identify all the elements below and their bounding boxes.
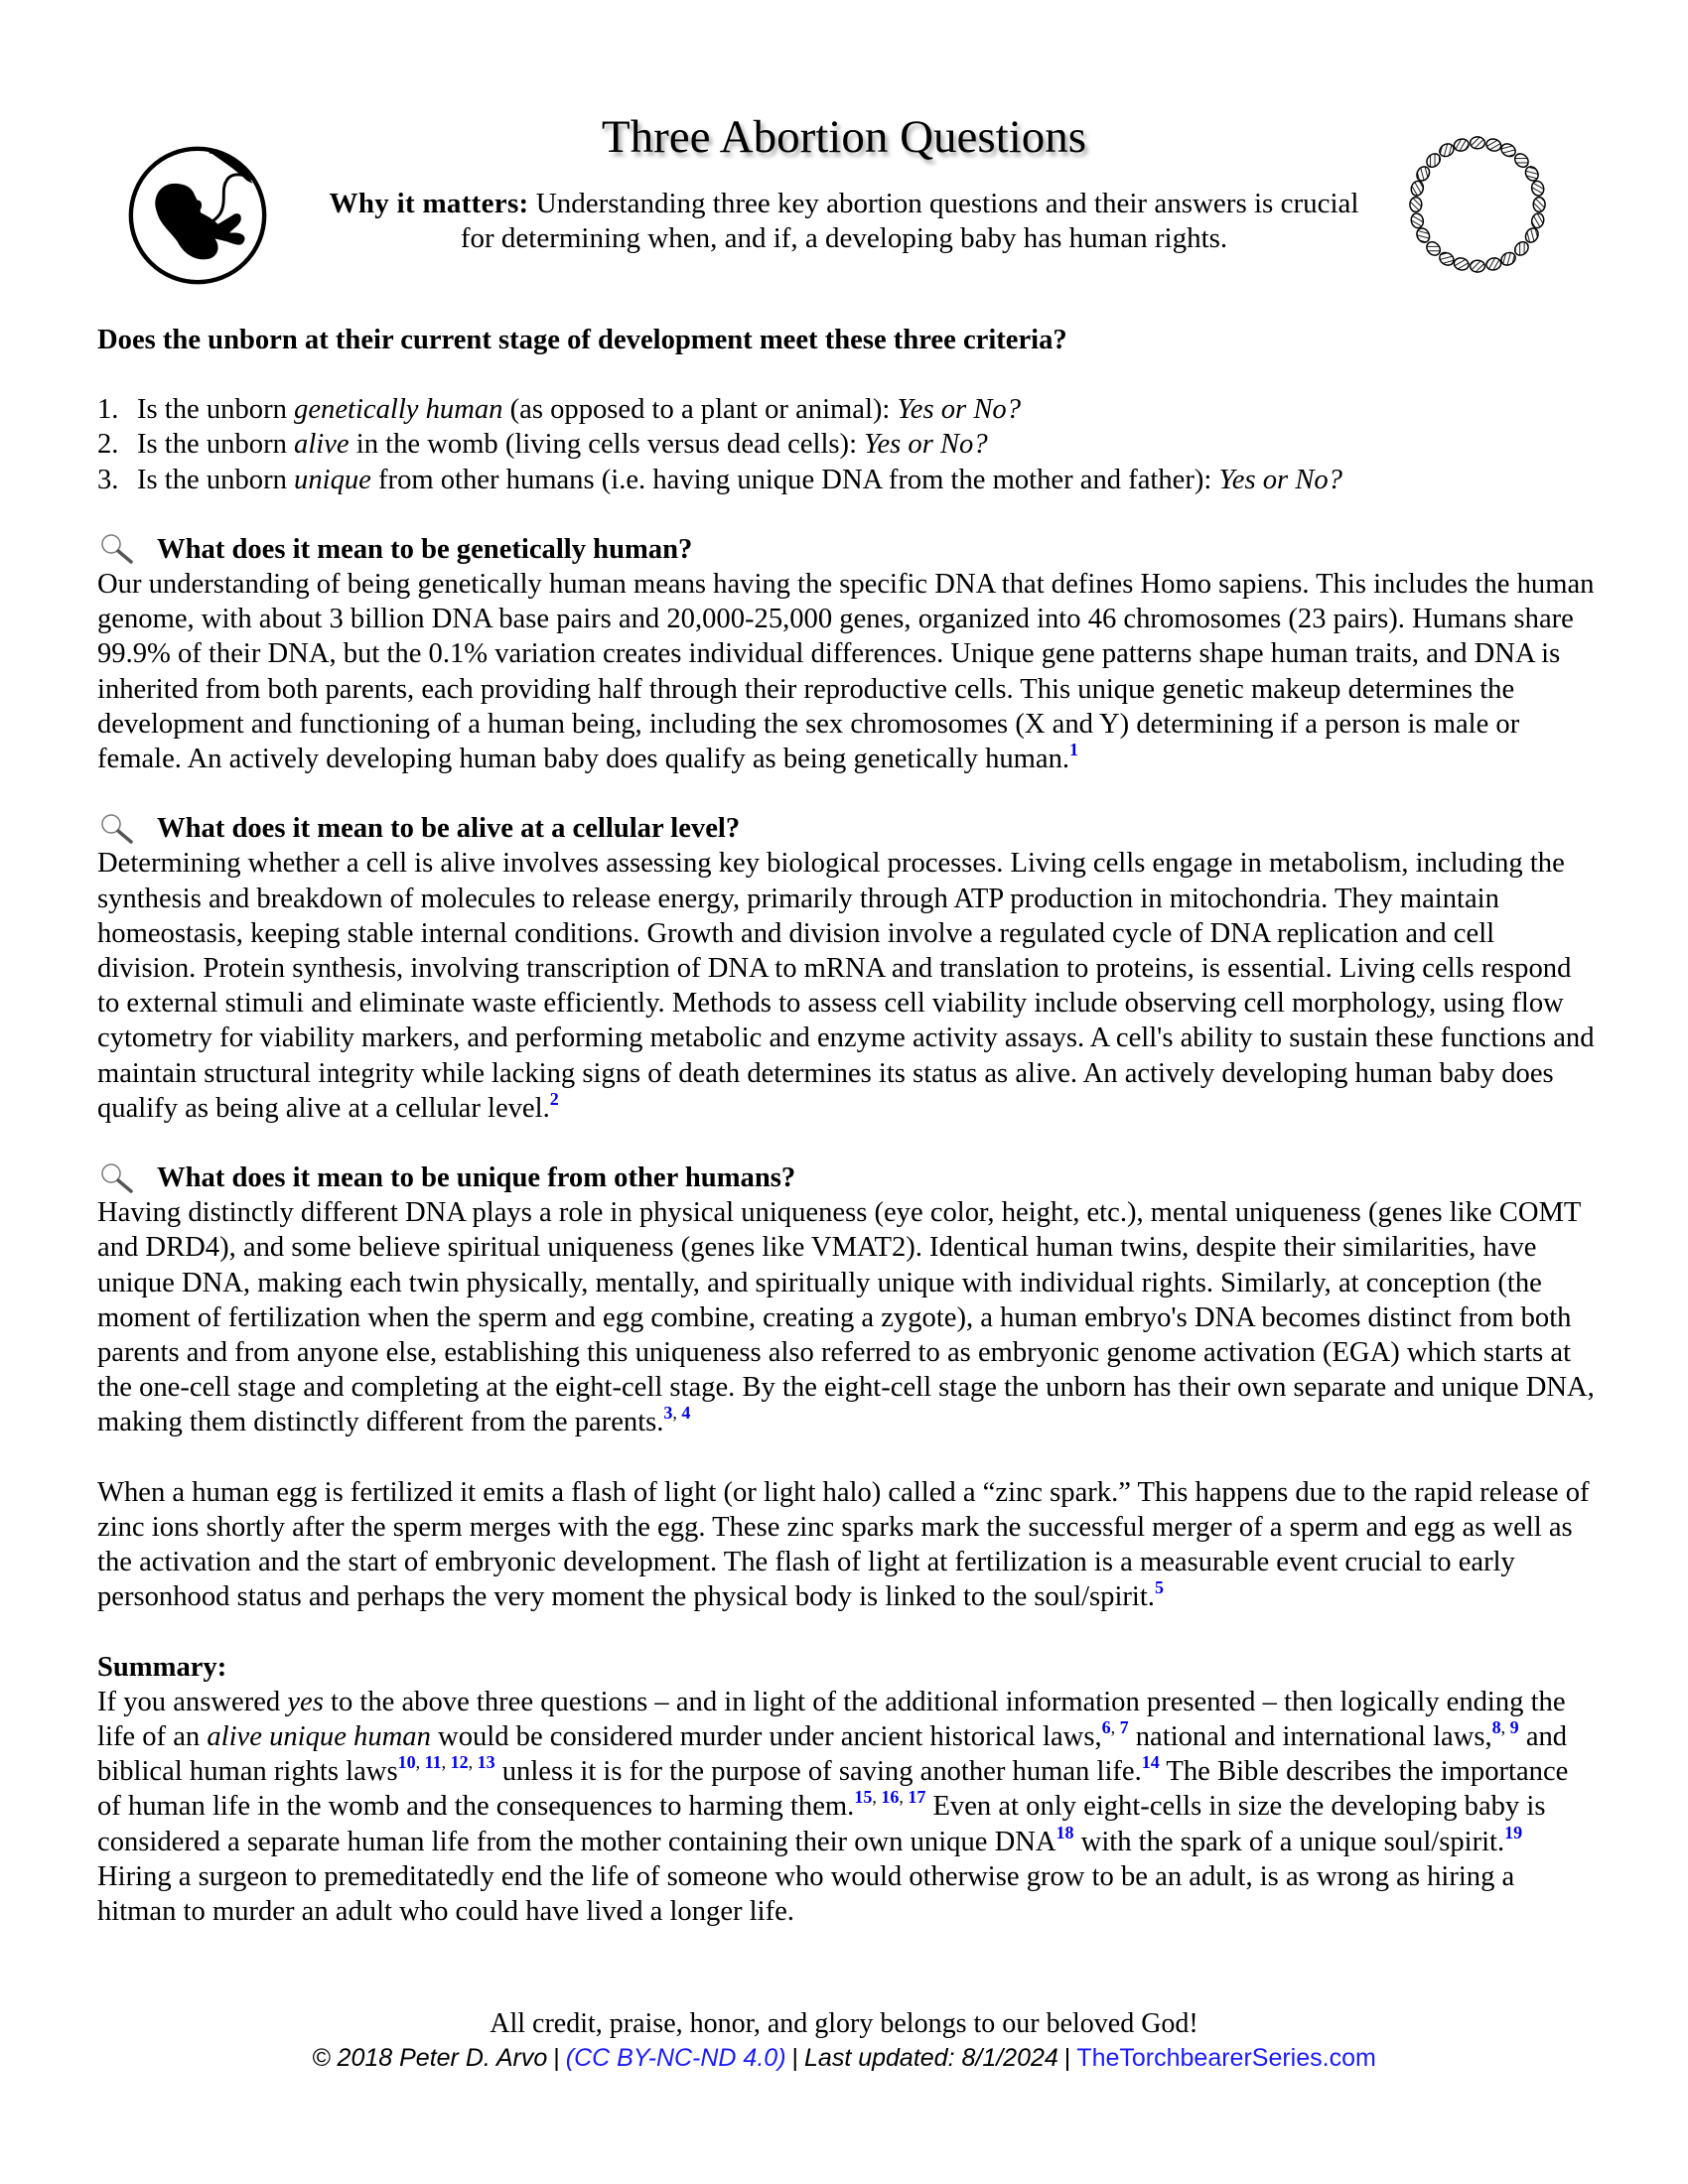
separator: | xyxy=(553,2044,560,2072)
criteria-list xyxy=(97,392,1595,497)
footnote-ref[interactable]: 6, 7 xyxy=(1101,1716,1129,1737)
footnote-ref[interactable] xyxy=(1056,1823,1074,1843)
zinc-spark-paragraph xyxy=(97,1475,1595,1615)
summary-emphasis: yes xyxy=(287,1686,324,1717)
criteria-text: Is the unborn xyxy=(137,394,295,426)
list-number: 2. xyxy=(97,429,119,461)
footnote-6[interactable]: 6 xyxy=(1101,1716,1111,1737)
footnote-ref[interactable] xyxy=(1155,1577,1164,1597)
list-number: 3. xyxy=(97,464,119,495)
criteria-text: Is the unborn xyxy=(137,464,295,495)
summary-text: If you answered xyxy=(97,1686,288,1717)
footnote-5[interactable]: 5 xyxy=(1154,1577,1164,1598)
summary-emphasis: alive unique human xyxy=(207,1720,431,1752)
footnote-ref[interactable]: 8, 9 xyxy=(1491,1716,1519,1737)
why-it-matters xyxy=(288,187,1400,256)
section-unique xyxy=(97,1160,1595,1440)
summary-body xyxy=(97,1685,1595,1929)
footnote-ref[interactable]: 15, 16, 17 xyxy=(854,1787,926,1808)
footnote-19[interactable]: 19 xyxy=(1504,1822,1523,1843)
copyright-line xyxy=(0,2041,1688,2075)
website-link[interactable]: TheTorchbearerSeries.com xyxy=(1076,2044,1376,2072)
criteria-text: from other humans (i.e. having unique DNA from the mother and father): xyxy=(370,464,1219,495)
footnote-8[interactable]: 8 xyxy=(1491,1716,1501,1737)
footnote-9[interactable]: 9 xyxy=(1509,1716,1519,1737)
criteria-item xyxy=(97,427,1595,462)
credit-line: All credit, praise, honor, and glory belongs to our beloved God! xyxy=(490,2008,1198,2039)
section-heading xyxy=(97,811,1595,846)
summary-text: national and international laws, xyxy=(1128,1720,1492,1752)
summary-text: would be considered murder under ancient historical laws, xyxy=(430,1720,1102,1752)
summary-heading: Summary: xyxy=(97,1651,227,1683)
footnote-ref[interactable]: 3, 4 xyxy=(663,1403,691,1424)
criteria-item xyxy=(97,463,1595,497)
footnote-13[interactable]: 13 xyxy=(477,1752,495,1773)
section-genetically-human xyxy=(97,532,1595,776)
zinc-spark-text: When a human egg is fertilized it emits a flash of light (or light halo) called a “zinc spark.” This happens due to the rapid release of zinc ions shortly after the sperm merges with the egg. These zinc sparks mark the successful merger of a sperm and egg as well as the activation and the start of embryonic development. The flash of light at fertilization is a measurable event crucial to early personhood status and perhaps the very moment the physical body is linked to the soul/spirit. xyxy=(97,1476,1590,1613)
footnote-ref[interactable] xyxy=(1504,1823,1522,1843)
list-number: 1. xyxy=(97,394,119,426)
footnote-11[interactable]: 11 xyxy=(424,1752,442,1773)
why-text-line-2: for determining when, and if, a developing baby has human rights. xyxy=(460,222,1228,254)
section-body xyxy=(97,567,1595,776)
separator: | xyxy=(1063,2044,1071,2072)
criteria-text: Is the unborn xyxy=(137,429,295,461)
criteria-answer: Yes or No? xyxy=(897,394,1021,426)
footnote-10[interactable]: 10 xyxy=(397,1752,416,1773)
criteria-text: (as opposed to a plant or animal): xyxy=(502,394,898,426)
lead-question: Does the unborn at their current stage of development meet these three criteria? xyxy=(97,325,1067,355)
footnote-14[interactable]: 14 xyxy=(1141,1752,1160,1773)
why-label: Why it matters: xyxy=(329,188,529,219)
footnote-1[interactable]: 1 xyxy=(1069,740,1079,760)
dna-ring-icon xyxy=(1404,131,1551,278)
criteria-emphasis: genetically human xyxy=(294,394,503,426)
summary-text: and biblical human rights laws xyxy=(97,1720,1568,1788)
criteria-text: in the womb (living cells versus dead cells): xyxy=(349,429,865,461)
criteria-emphasis: alive xyxy=(294,429,350,461)
summary-section xyxy=(97,1650,1595,1930)
footer xyxy=(0,2007,1688,2075)
section-body-text: Having distinctly different DNA plays a role in physical uniqueness (eye color, height, etc.), mental uniqueness (genes like COMT and DRD4), and some believe spiritual uniqueness (genes like VMAT2). Identical human twins, despite their similarities, have unique DNA, making each twin physically, mentally, and spiritually unique with individual rights. Similarly, at conception (the moment of fertilization when the sperm and egg combine, creating a zygote), a human embryo's DNA becomes distinct from both parents and from anyone else, establishing this uniqueness also referred to as embryonic genome activation (EGA) which starts at the one-cell stage and completing at the eight-cell stage. By the eight-cell stage the unborn has their own separate and unique DNA, making them distinctly different from the parents. xyxy=(97,1197,1595,1438)
criteria-emphasis: unique xyxy=(294,464,371,495)
summary-text: The Bible describes the importance of human life in the womb and the consequences to harming them. xyxy=(97,1756,1569,1823)
section-body-text: Our understanding of being genetically human means having the specific DNA that defines Homo sapiens. This includes the human genome, with about 3 billion DNA base pairs and 20,000-25,000 genes, organized into 46 chromosomes (23 pairs). Humans share 99.9% of their DNA, but the 0.1% variation creates individual differences. Unique gene patterns shape human traits, and DNA is inherited from both parents, each providing half through their reproductive cells. This unique genetic makeup determines the development and functioning of a human being, including the sex chromosomes (X and Y) determining if a person is male or female. An actively developing human baby does qualify as being genetically human. xyxy=(97,569,1595,775)
main-content xyxy=(97,323,1595,1929)
footnote-4[interactable]: 4 xyxy=(681,1403,691,1424)
section-heading-text: What does it mean to be alive at a cellular level? xyxy=(157,813,741,845)
section-body xyxy=(97,1195,1595,1439)
criteria-answer: Yes or No? xyxy=(864,429,988,461)
magnifying-glass-icon xyxy=(99,1162,143,1194)
section-alive-cellular xyxy=(97,811,1595,1126)
license-link[interactable]: (CC BY-NC-ND 4.0) xyxy=(565,2044,786,2072)
separator: | xyxy=(791,2044,799,2072)
footnote-7[interactable]: 7 xyxy=(1119,1716,1129,1737)
footnote-2[interactable]: 2 xyxy=(549,1088,559,1109)
footnote-17[interactable]: 17 xyxy=(908,1787,926,1808)
footnote-ref[interactable] xyxy=(1142,1752,1160,1772)
criteria-item xyxy=(97,392,1595,427)
footnote-ref[interactable] xyxy=(1069,740,1078,759)
summary-text: to the above three questions – and in light of the additional information presented – then logically ending the life of an xyxy=(97,1686,1566,1752)
footnote-ref[interactable] xyxy=(550,1089,559,1109)
section-body xyxy=(97,846,1595,1126)
magnifying-glass-icon xyxy=(99,813,143,845)
magnifying-glass-icon xyxy=(99,533,143,565)
footnote-12[interactable]: 12 xyxy=(450,1752,469,1773)
section-heading xyxy=(97,532,1595,567)
section-heading-text: What does it mean to be genetically human? xyxy=(157,533,693,565)
section-heading-text: What does it mean to be unique from other humans? xyxy=(157,1162,796,1194)
footnote-ref[interactable]: 10, 11, 12, 13 xyxy=(397,1752,495,1773)
header xyxy=(0,107,1688,306)
footnote-16[interactable]: 16 xyxy=(881,1787,900,1808)
section-body-text: Determining whether a cell is alive involves assessing key biological processes. Living cells engage in metabolism, including the synthesis and breakdown of molecules to release energy, primarily through ATP production in mitochondria. They maintain homeostasis, keeping stable internal conditions. Growth and division involve a regulated cycle of DNA replication and cell division. Protein synthesis, involving transcription of DNA to mRNA and translation to proteins, is essential. Living cells respond to external stimuli and eliminate waste efficiently. Methods to assess cell viability include observing cell morphology, using flow cytometry for viability markers, and performing metabolic and enzyme activity assays. A cell's ability to sustain these functions and maintain structural integrity while lacking signs of death determines its status as alive. An actively developing human baby does qualify as being alive at a cellular level. xyxy=(97,848,1595,1124)
page-title: Three Abortion Questions xyxy=(601,111,1087,163)
footnote-15[interactable]: 15 xyxy=(854,1787,873,1808)
footnote-18[interactable]: 18 xyxy=(1055,1822,1074,1843)
summary-text: with the spark of a unique soul/spirit. xyxy=(1073,1826,1505,1857)
summary-text: Hiring a surgeon to premeditatedly end the life of someone who would otherwise grow to be an adult, is as wrong as hiring a hitman to murder an adult who could have lived a longer life. xyxy=(97,1860,1515,1927)
section-heading xyxy=(97,1160,1595,1195)
summary-text: Even at only eight-cells in size the developing baby is considered a separate human life from the mother containing their own unique DNA xyxy=(97,1791,1546,1857)
summary-text: unless it is for the purpose of saving another human life. xyxy=(494,1756,1142,1788)
why-text-line-1: Understanding three key abortion questions and their answers is crucial xyxy=(528,188,1359,219)
copyright: © 2018 Peter D. Arvo xyxy=(312,2044,548,2072)
criteria-answer: Yes or No? xyxy=(1218,464,1342,495)
last-updated: Last updated: 8/1/2024 xyxy=(804,2044,1058,2072)
footnote-3[interactable]: 3 xyxy=(663,1403,673,1424)
